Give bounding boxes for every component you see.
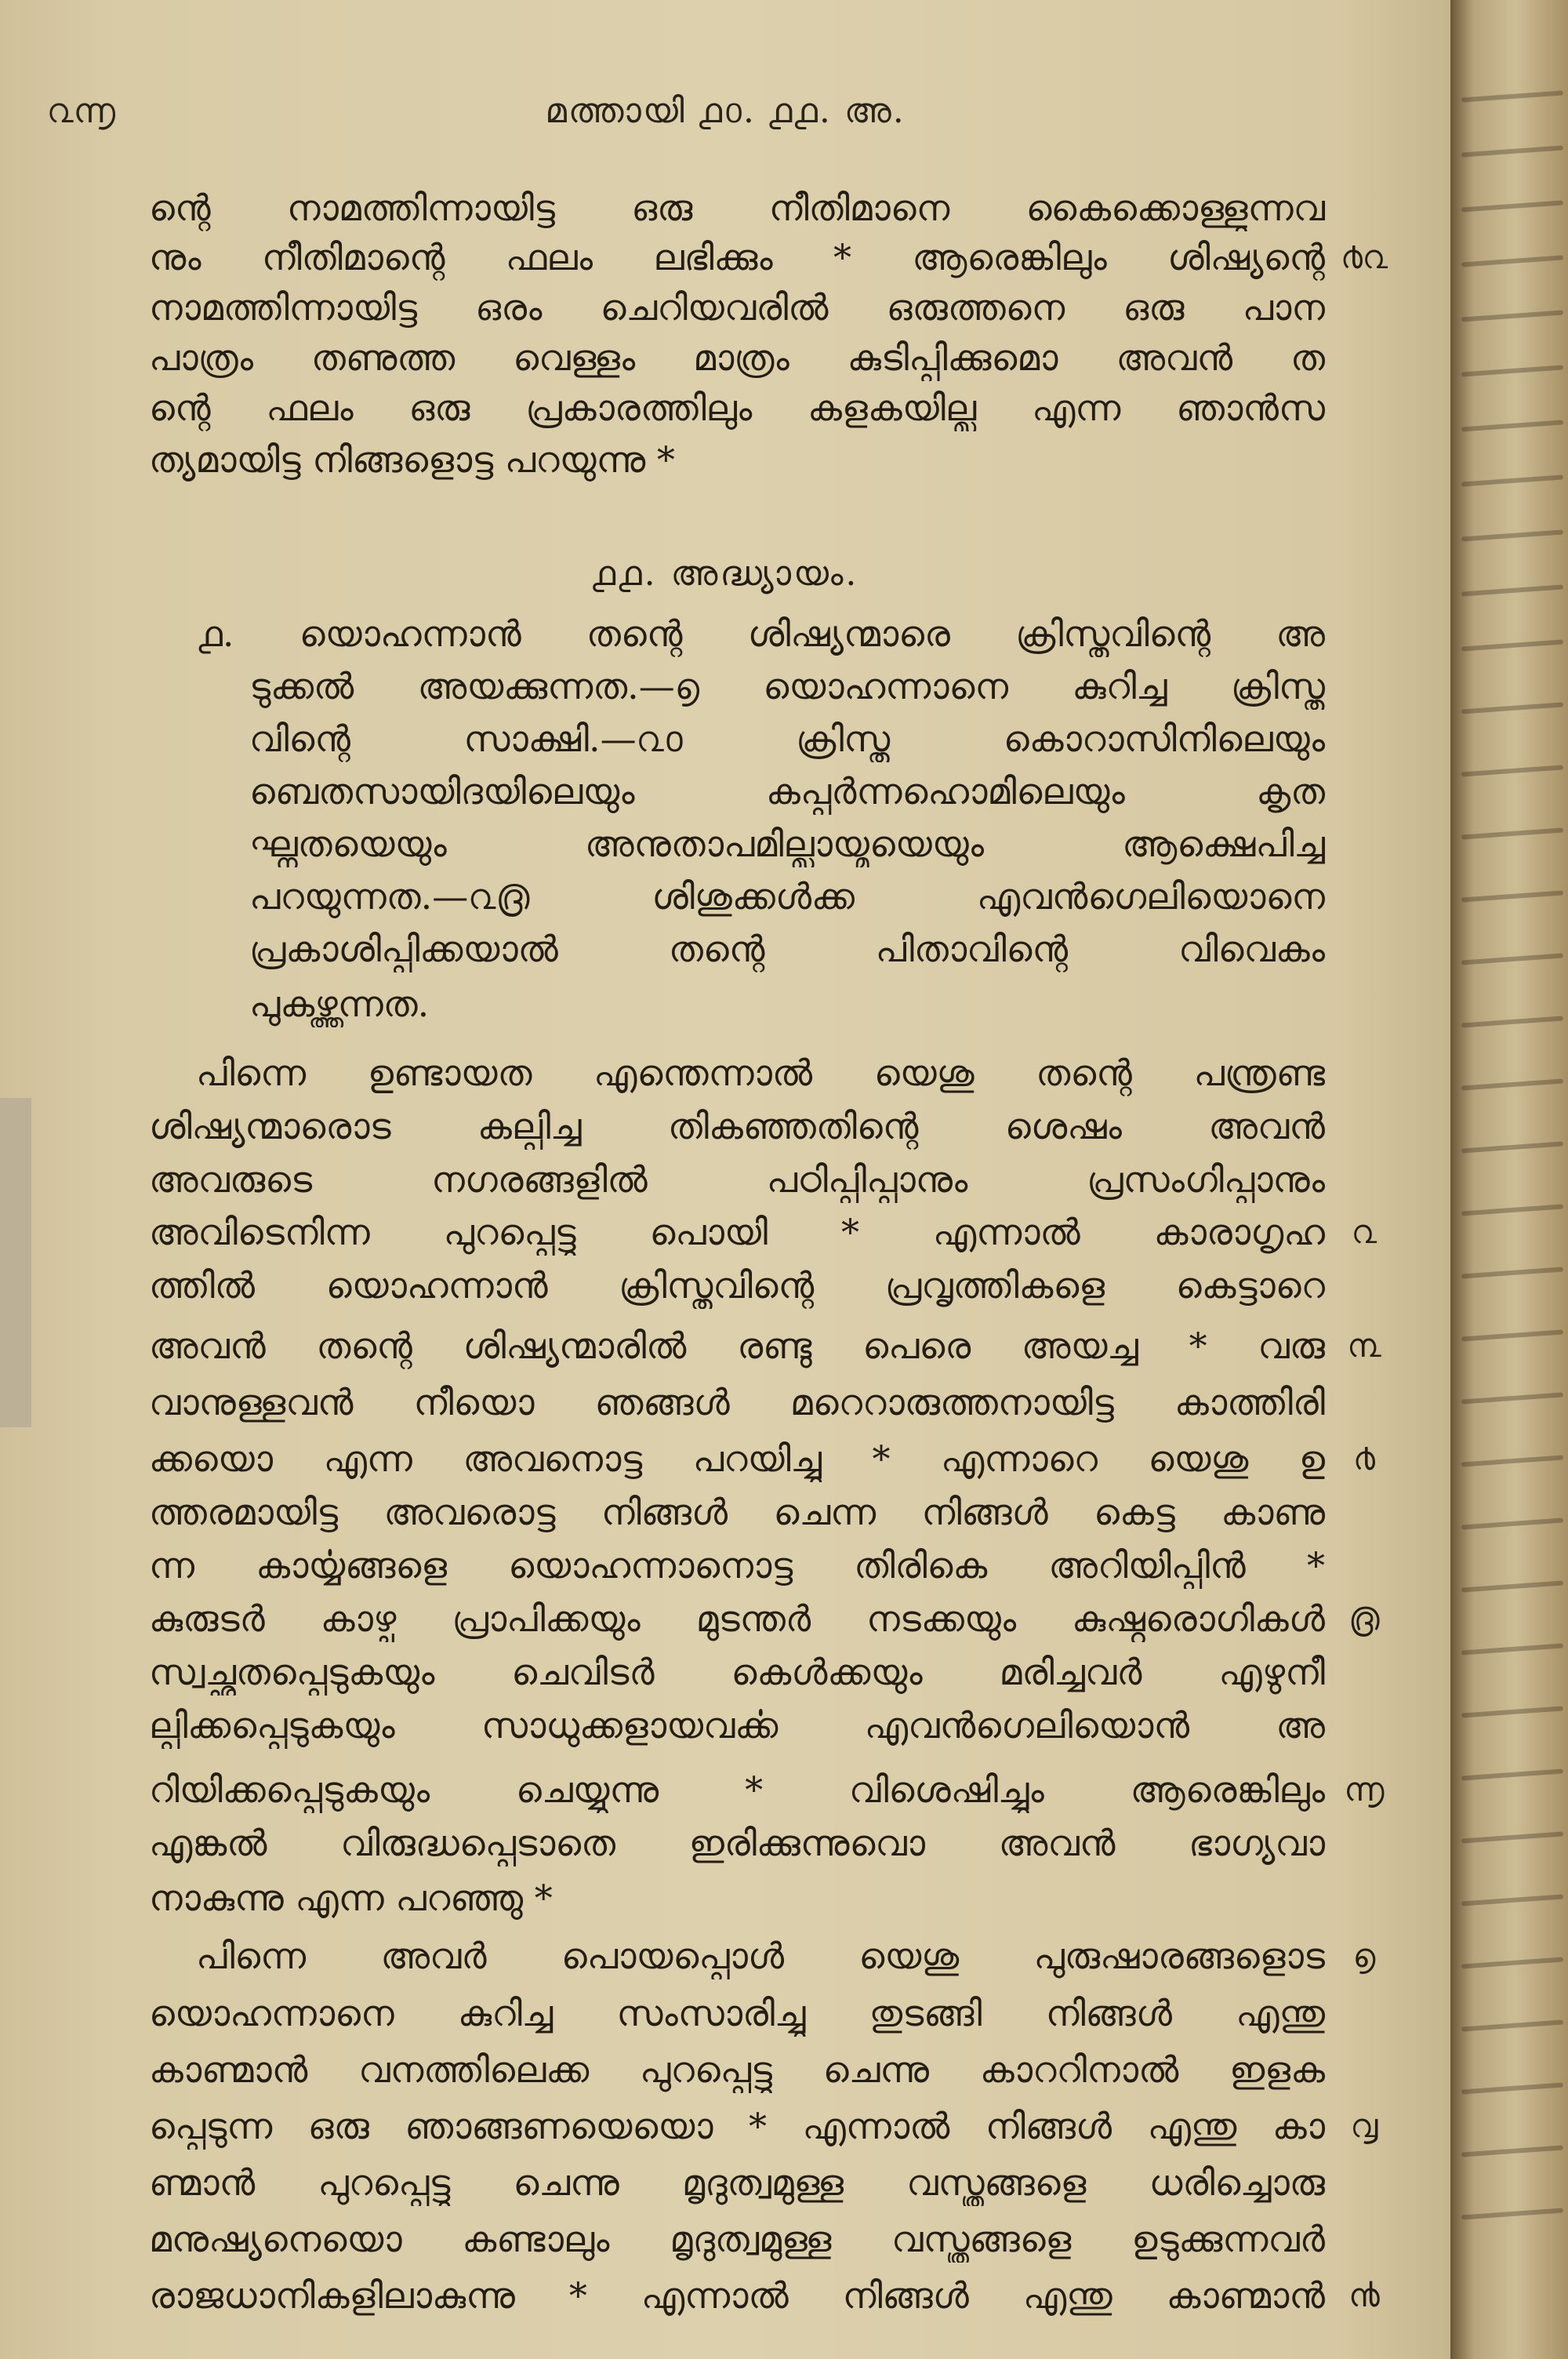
- text-line: ന്റെ ഫലം ഒരു പ്രകാരത്തിലും കളകയില്ല എന്ന ഞാൻസ: [149, 387, 1325, 429]
- text-line: ല്പിക്കപ്പെടുകയും സാധുക്കളായവൎക്ക എവൻഗെലിയൊൻ അ: [149, 1704, 1325, 1747]
- adjacent-page-edge: [1450, 0, 1568, 2359]
- text-line: സ്വച്ഛതപ്പെടുകയും ചെവിടർ കെൾക്കയും മരിച്ചവർ എഴുനീ: [149, 1651, 1325, 1693]
- text-line: റിയിക്കപ്പെടുകയും ചെയ്യുന്നു * വിശെഷിച്ചും ആരെങ്കിലും: [149, 1768, 1325, 1811]
- text-line: ത്തരമായിട്ട അവരൊട്ട നിങ്ങൾ ചെന്ന നിങ്ങൾ കെട്ട കാണു: [149, 1491, 1325, 1533]
- summary-line: ഘ്നതയെയും അനുതാപമില്ലായ്മയെയും ആക്ഷെപിച്ച: [249, 823, 1325, 865]
- text-line: അവിടെനിന്ന പുറപ്പെട്ടു പൊയി * എന്നാൽ കാരാഗൃഹ: [149, 1211, 1325, 1253]
- text-line: പ്പെടുന്ന ഒരു ഞാങ്ങണയെയൊ * എന്നാൽ നിങ്ങൾ എന്തു കാ: [149, 2105, 1325, 2147]
- running-title: മത്തായി ൧൦. ൧൧. അ.: [545, 91, 906, 131]
- text-line: ക്കയൊ എന്ന അവനൊട്ട പറയിച്ചു * എന്നാറെ യെശു ഉ: [149, 1438, 1325, 1480]
- text-line: രാജധാനികളിലാകുന്നു * എന്നാൽ നിങ്ങൾ എന്തു കാണ്മാൻ: [149, 2274, 1325, 2317]
- verse-number: ൫: [1348, 1599, 1380, 1637]
- text-line: ണ്മാൻ പുറപ്പെട്ടു ചെന്നു മൃദുത്വമുള്ള വസ്ത്രങ്ങളെ ധരിച്ചൊരു: [149, 2161, 1325, 2204]
- summary-line: ടുക്കൽ അയക്കുന്നത.—൭ യൊഹന്നാനെ കുറിച്ച ക്രിസ്തു: [249, 665, 1325, 707]
- summary-line: പുകഴ്ത്തുന്നത.: [249, 983, 430, 1025]
- verse-number: ൨: [1351, 1212, 1377, 1251]
- verse-number: ൮: [1350, 2106, 1378, 2145]
- verse-number: ൪: [1353, 1439, 1375, 1478]
- text-line: ത്യമായിട്ട നിങ്ങളൊട്ട പറയുന്നു *: [149, 438, 675, 481]
- summary-line: പറയുന്നത.—൨൫ ശിശുക്കൾക്ക എവൻഗെലിയൊനെ: [249, 875, 1325, 918]
- verse-number: ൯: [1348, 2276, 1380, 2314]
- text-line: ത്തിൽ യൊഹന്നാൻ ക്രിസ്തുവിന്റെ പ്രവൃത്തികളെ കെട്ടാറെ: [149, 1264, 1325, 1307]
- summary-line: ൧. യൊഹന്നാൻ തന്റെ ശിഷ്യന്മാരെ ക്രിസ്തുവിന്റെ അ: [198, 612, 1325, 655]
- page-header: [47, 85, 1403, 140]
- paper-stain: [0, 1098, 31, 1427]
- text-line: അവരുടെ നഗരങ്ങളിൽ പഠിപ്പിപ്പാനും പ്രസംഗിപ്പാനും: [149, 1158, 1325, 1201]
- verse-number: ൬: [1344, 1770, 1385, 1808]
- summary-line: പ്രകാശിപ്പിക്കയാൽ തന്റെ പിതാവിന്റെ വിവെകം: [249, 928, 1325, 970]
- text-line: യൊഹന്നാനെ കുറിച്ച സംസാരിച്ചു തുടങ്ങി നിങ്ങൾ എന്തു: [149, 1992, 1325, 2034]
- verse-number: ൩: [1347, 1326, 1381, 1365]
- verse-number: ൪൨: [1340, 238, 1388, 276]
- text-line: പിന്നെ അവർ പൊയപ്പൊൾ യെശു പുരുഷാരങ്ങളൊട: [196, 1935, 1325, 1977]
- text-line: എങ്കൽ വിരുദ്ധപ്പെടാതെ ഇരിക്കുന്നുവൊ അവൻ ഭാഗ്യവാ: [149, 1822, 1325, 1864]
- verse-number: ൭: [1352, 1936, 1376, 1975]
- text-line: നും നീതിമാന്റെ ഫലം ലഭിക്കും * ആരെങ്കിലും ശിഷ്യന്റെ: [149, 236, 1325, 278]
- text-line: ന്ന കാൎയ്യങ്ങളെ യൊഹന്നാനൊട്ട തിരികെ അറിയിപ്പിൻ *: [149, 1544, 1325, 1587]
- text-line: കുരുടർ കാഴ്ച പ്രാപിക്കയും മുടന്തർ നടക്കയും കുഷ്ഠരൊഗികൾ: [149, 1598, 1325, 1640]
- text-line: അവൻ തന്റെ ശിഷ്യന്മാരിൽ രണ്ടു പെരെ അയച്ച * വരു: [149, 1325, 1325, 1367]
- chapter-heading: ൧൧. അദ്ധ്യായം.: [591, 554, 859, 594]
- text-line: നാമത്തിന്നായിട്ട ഒരം ചെറിയവരിൽ ഒരുത്തനെ ഒരു പാന: [149, 286, 1325, 329]
- text-line: നാകുന്നു എന്ന പറഞ്ഞു *: [149, 1877, 553, 1919]
- text-line: ന്റെ നാമത്തിന്നായിട്ട ഒരു നീതിമാനെ കൈക്കൊള്ളുന്നവ: [149, 187, 1325, 229]
- text-line: മനുഷ്യനെയൊ കണ്ടാലും മൃദുത്വമുള്ള വസ്ത്രങ്ങളെ ഉടുക്കുന്നവർ: [149, 2218, 1325, 2260]
- text-line: വാനുള്ളവൻ നീയൊ ഞങ്ങൾ മറെറാരുത്തനായിട്ട കാത്തിരി: [149, 1381, 1325, 1423]
- summary-line: ബെതസായിദയിലെയും കപ്പർന്നഹൊമിലെയും കൃത: [249, 770, 1325, 812]
- page-number: ൨൬: [47, 91, 115, 131]
- summary-line: വിന്റെ സാക്ഷി.—൨൦ ക്രിസ്തു കൊറാസിനിലെയും: [249, 718, 1325, 760]
- text-line: ശിഷ്യന്മാരൊട കല്പിച്ച തികഞ്ഞതിന്റെ ശെഷം അവൻ: [149, 1105, 1325, 1147]
- text-line: പിന്നെ ഉണ്ടായത എന്തെന്നാൽ യെശു തന്റെ പന്ത്രണ്ട: [196, 1052, 1325, 1094]
- text-line: പാത്രം തണുത്ത വെള്ളം മാത്രം കുടിപ്പിക്കുമൊ അവൻ ത: [149, 336, 1325, 379]
- text-line: കാണ്മാൻ വനത്തിലെക്ക പുറപ്പെട്ടു ചെന്നു കാററിനാൽ ഇളക: [149, 2048, 1325, 2091]
